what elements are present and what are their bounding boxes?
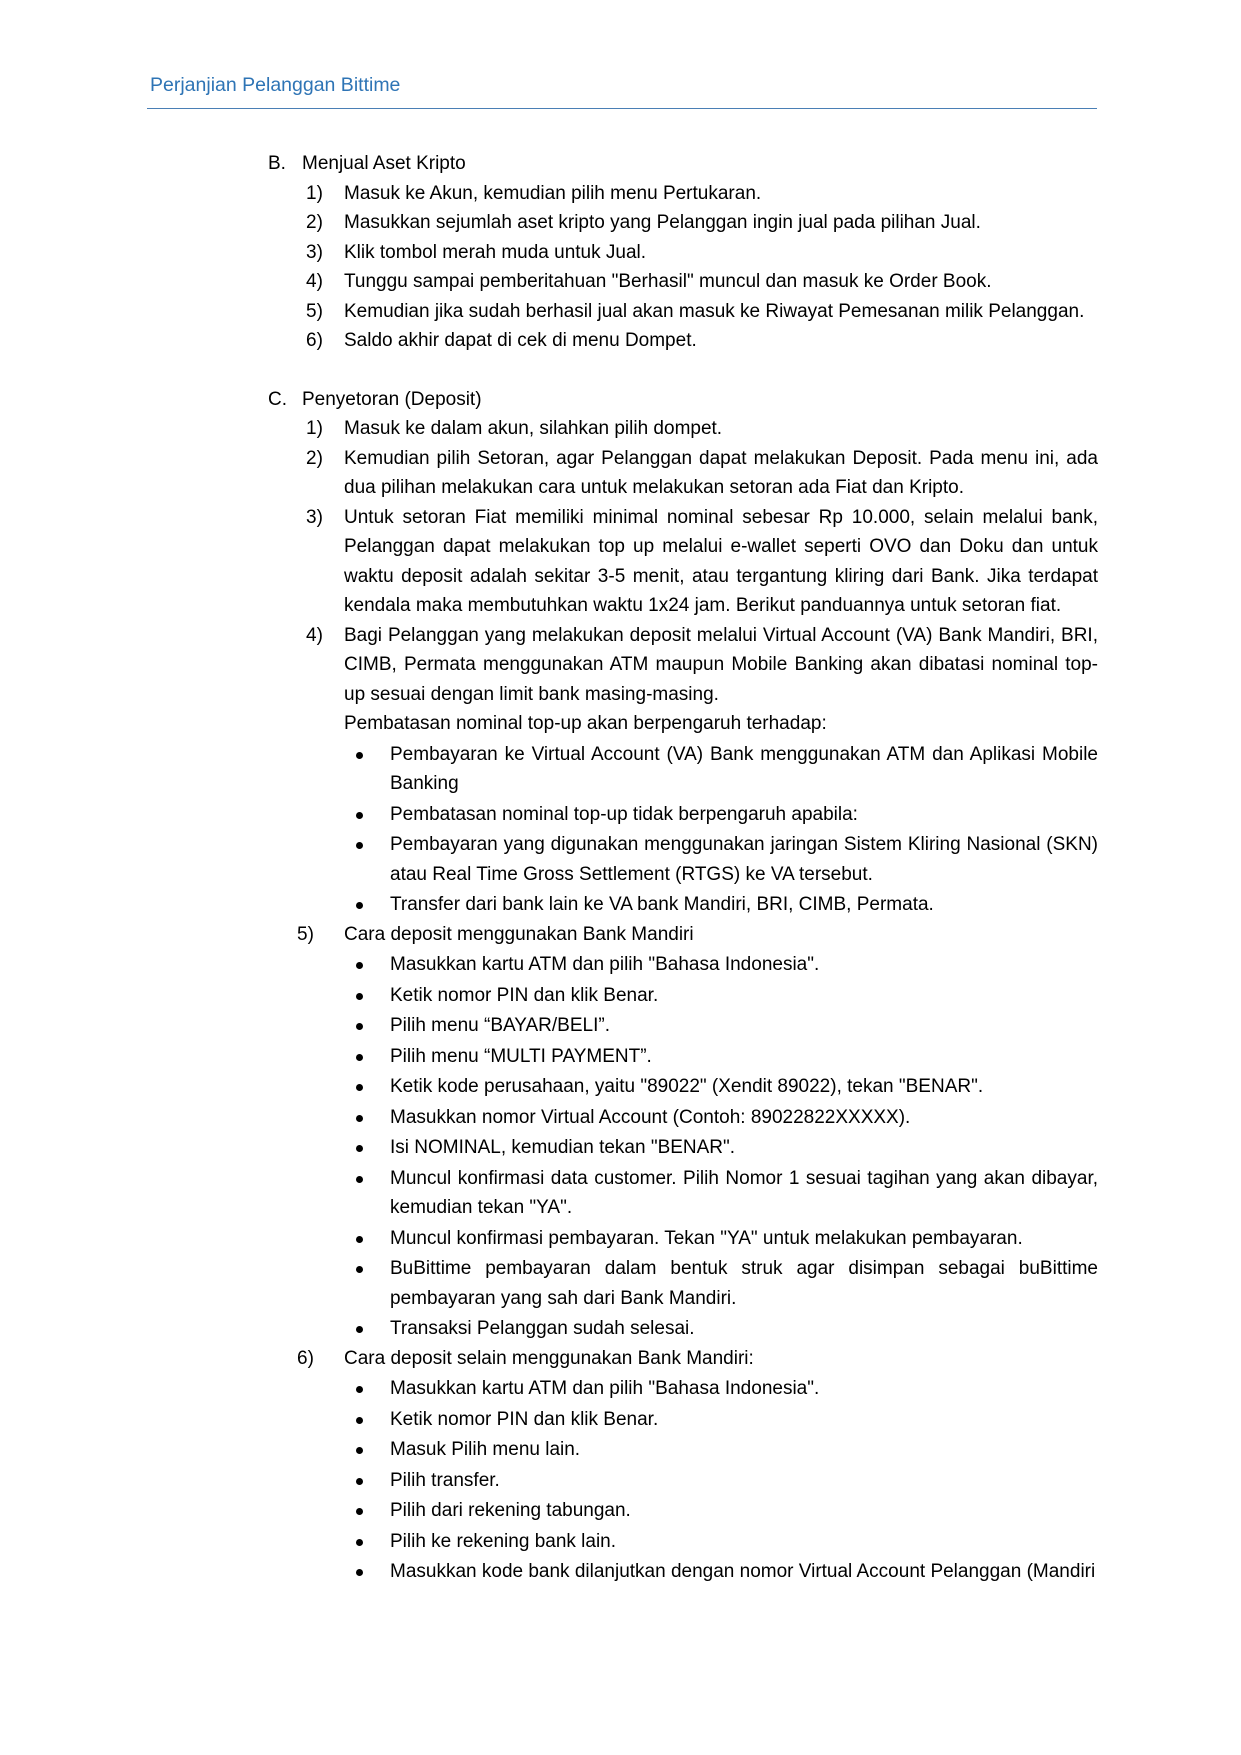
list-item xyxy=(268,920,1098,950)
item-text: Saldo akhir dapat di cek di menu Dompet. xyxy=(344,330,697,351)
item-text: Kemudian pilih Setoran, agar Pelanggan dapat melakukan Deposit. Pada menu ini, ada dua pilihan melakukan cara untuk melakukan setoran ada Fiat dan Kripto. xyxy=(344,447,1098,498)
bullet-icon xyxy=(356,1236,363,1243)
bullet-text: Pembayaran yang digunakan menggunakan jaringan Sistem Kliring Nasional (SKN) atau Real Time Gross Settlement (RTGS) ke VA tersebut. xyxy=(390,834,1098,885)
section-spacer xyxy=(268,356,1098,385)
section-b-heading xyxy=(268,149,1098,179)
item-number: 5) xyxy=(306,300,323,322)
item-text: Masuk ke Akun, kemudian pilih menu Pertukaran. xyxy=(344,182,762,204)
header-divider xyxy=(147,108,1097,109)
item-number: 2) xyxy=(306,447,323,469)
bullet-item xyxy=(268,890,1098,920)
bullet-item xyxy=(268,981,1098,1011)
bullet-item xyxy=(268,1527,1098,1557)
item-text: Cara deposit selain menggunakan Bank Mandiri: xyxy=(344,1347,754,1369)
bullet-item xyxy=(268,1374,1098,1404)
bullet-item xyxy=(268,1103,1098,1133)
item-number: 6) xyxy=(297,1347,314,1369)
bullet-item xyxy=(268,740,1098,799)
item-text: Tunggu sampai pemberitahuan "Berhasil" muncul dan masuk ke Order Book. xyxy=(344,271,992,292)
bullet-text: Pembayaran ke Virtual Account (VA) Bank menggunakan ATM dan Aplikasi Mobile Banking xyxy=(390,743,1098,794)
bullet-icon xyxy=(356,1417,363,1424)
bullet-item xyxy=(268,1466,1098,1496)
bullet-item xyxy=(268,950,1098,980)
bullet-text: Ketik nomor PIN dan klik Benar. xyxy=(390,1408,659,1430)
section-letter: C. xyxy=(268,388,287,410)
list-item xyxy=(268,297,1098,327)
document-body xyxy=(268,149,1098,1587)
bullet-icon xyxy=(356,1084,363,1091)
list-item xyxy=(268,503,1098,621)
bullet-icon xyxy=(356,1539,363,1546)
bullet-icon xyxy=(356,1054,363,1061)
bullet-icon xyxy=(356,1023,363,1030)
bullet-item xyxy=(268,830,1098,889)
bullet-icon xyxy=(356,1447,363,1454)
item-number: 4) xyxy=(306,624,323,646)
bullet-text: Pilih ke rekening bank lain. xyxy=(390,1530,617,1552)
bullet-item xyxy=(268,1072,1098,1102)
list-item xyxy=(268,414,1098,444)
bullet-icon xyxy=(356,1145,363,1152)
bullet-item xyxy=(268,1133,1098,1163)
bullet-item xyxy=(268,1405,1098,1435)
section-b xyxy=(268,149,1098,356)
bullet-text: Muncul konfirmasi data customer. Pilih Nomor 1 sesuai tagihan yang akan dibayar, kemudian tekan "YA". xyxy=(390,1167,1098,1218)
bullet-text: Ketik nomor PIN dan klik Benar. xyxy=(390,984,659,1006)
bullet-text: Pilih menu “BAYAR/BELI”. xyxy=(390,1015,610,1036)
list-item xyxy=(268,326,1098,356)
bullet-icon xyxy=(356,1478,363,1485)
bullet-icon xyxy=(356,962,363,969)
item-number: 5) xyxy=(297,923,314,945)
item-number: 3) xyxy=(306,506,323,528)
section-c xyxy=(268,385,1098,1587)
bullet-item xyxy=(268,1224,1098,1254)
bullet-icon xyxy=(356,993,363,1000)
item-number: 1) xyxy=(306,418,323,439)
bullet-icon xyxy=(356,1569,363,1576)
bullet-item xyxy=(268,800,1098,830)
bullet-icon xyxy=(356,902,363,909)
bullet-text: Pembatasan nominal top-up tidak berpengaruh apabila: xyxy=(390,803,858,825)
section-title: Menjual Aset Kripto xyxy=(302,153,466,174)
bullet-icon xyxy=(356,842,363,849)
bullet-icon xyxy=(356,812,363,819)
item-number: 2) xyxy=(306,212,323,233)
item-number: 1) xyxy=(306,182,323,204)
item-text: Untuk setoran Fiat memiliki minimal nominal sebesar Rp 10.000, selain melalui bank, Pelanggan dapat melakukan top up melalui e-wallet seperti OVO dan Doku dan untuk waktu deposit adalah sekitar 3-5 menit, atau tergantung kliring dari Bank. Jika terdapat kendala maka membutuhkan waktu 1x24 jam. Berikut panduannya untuk setoran fiat. xyxy=(344,506,1098,616)
list-item xyxy=(268,267,1098,297)
bullet-text: Transaksi Pelanggan sudah selesai. xyxy=(390,1318,695,1339)
list-item xyxy=(268,1344,1098,1374)
item-text: Masukkan sejumlah aset kripto yang Pelanggan ingin jual pada pilihan Jual. xyxy=(344,212,981,233)
bullet-text: BuBittime pembayaran dalam bentuk struk agar disimpan sebagai buBittime pembayaran yang sah dari Bank Mandiri. xyxy=(390,1258,1098,1309)
bullet-icon xyxy=(356,1508,363,1515)
list-item xyxy=(268,238,1098,268)
bullet-item xyxy=(268,1042,1098,1072)
list-item xyxy=(268,208,1098,238)
bullet-item xyxy=(268,1011,1098,1041)
item-text: Klik tombol merah muda untuk Jual. xyxy=(344,241,647,263)
bullet-text: Pilih menu “MULTI PAYMENT”. xyxy=(390,1045,652,1067)
bullet-text: Masukkan kartu ATM dan pilih "Bahasa Indonesia". xyxy=(390,954,820,975)
section-title: Penyetoran (Deposit) xyxy=(302,388,482,410)
bullet-item xyxy=(268,1435,1098,1465)
section-c-heading xyxy=(268,385,1098,415)
bullet-icon xyxy=(356,1266,363,1273)
bullet-text: Pilih dari rekening tabungan. xyxy=(390,1500,631,1521)
bullet-item xyxy=(268,1557,1098,1587)
bullet-item xyxy=(268,1254,1098,1313)
section-letter: B. xyxy=(268,153,286,174)
bullet-text: Muncul konfirmasi pembayaran. Tekan "YA" untuk melakukan pembayaran. xyxy=(390,1227,1023,1249)
bullet-item xyxy=(268,1314,1098,1344)
item-number: 6) xyxy=(306,330,323,351)
bullet-item xyxy=(268,1496,1098,1526)
bullet-icon xyxy=(356,1386,363,1393)
bullet-text: Isi NOMINAL, kemudian tekan "BENAR". xyxy=(390,1137,736,1158)
bullet-text: Masuk Pilih menu lain. xyxy=(390,1439,581,1460)
item-text: Bagi Pelanggan yang melakukan deposit melalui Virtual Account (VA) Bank Mandiri, BRI, CIMB, Permata menggunakan ATM maupun Mobile Banking akan dibatasi nominal top-up sesuai dengan limit bank masing-masing. xyxy=(344,624,1098,705)
bullet-text: Ketik kode perusahaan, yaitu "89022" (Xendit 89022), tekan "BENAR". xyxy=(390,1076,984,1097)
list-item xyxy=(268,444,1098,503)
item-text: Masuk ke dalam akun, silahkan pilih dompet. xyxy=(344,418,723,439)
bullet-icon xyxy=(356,1115,363,1122)
bullet-icon xyxy=(356,1326,363,1333)
bullet-text: Pilih transfer. xyxy=(390,1469,500,1491)
page-header-title: Perjanjian Pelanggan Bittime xyxy=(150,74,401,96)
bullet-text: Masukkan nomor Virtual Account (Contoh: 89022822XXXXX). xyxy=(390,1106,911,1128)
item-number: 4) xyxy=(306,271,323,292)
bullet-icon xyxy=(356,752,363,759)
list-item xyxy=(268,621,1098,710)
bullet-item xyxy=(268,1164,1098,1223)
bullet-text: Transfer dari bank lain ke VA bank Mandiri, BRI, CIMB, Permata. xyxy=(390,894,934,915)
item-text: Cara deposit menggunakan Bank Mandiri xyxy=(344,923,694,945)
bullet-text: Masukkan kode bank dilanjutkan dengan nomor Virtual Account Pelanggan (Mandiri xyxy=(390,1561,1096,1582)
list-item xyxy=(268,179,1098,209)
bullet-text: Masukkan kartu ATM dan pilih "Bahasa Indonesia". xyxy=(390,1378,820,1399)
item-note: Pembatasan nominal top-up akan berpengaruh terhadap: xyxy=(344,713,827,734)
bullet-icon xyxy=(356,1176,363,1183)
item-number: 3) xyxy=(306,241,323,263)
item-text: Kemudian jika sudah berhasil jual akan masuk ke Riwayat Pemesanan milik Pelanggan. xyxy=(344,300,1085,322)
